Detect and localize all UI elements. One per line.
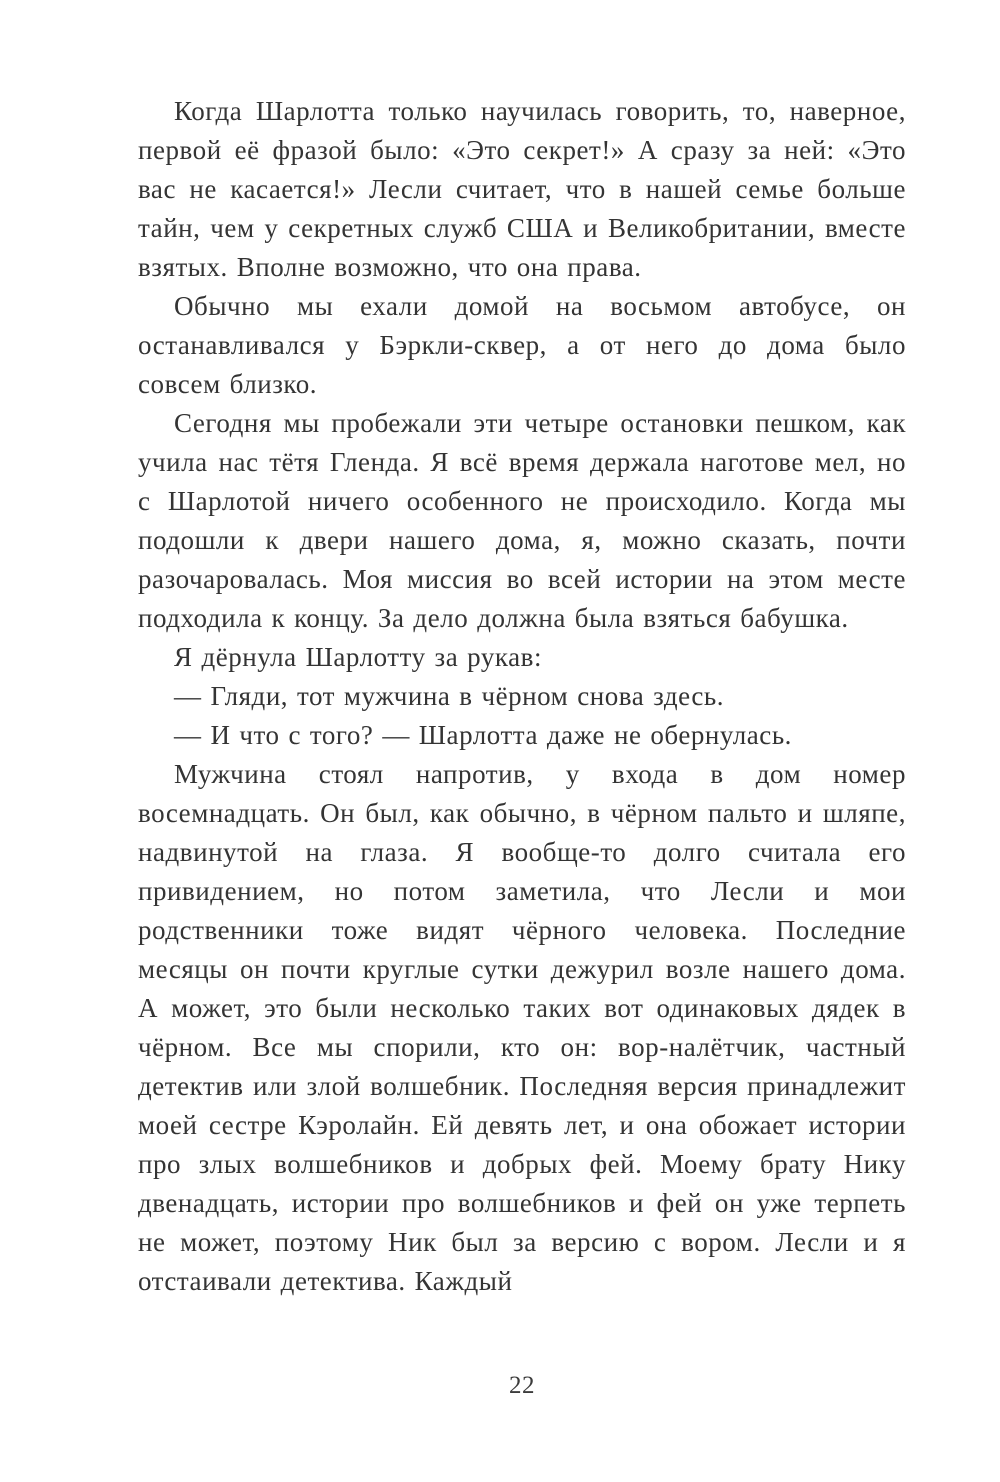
paragraph: Я дёрнула Шарлотту за рукав:	[174, 642, 543, 672]
paragraph: Сегодня мы пробежали эти четыре остановки пешком, как учила нас тётя Гленда. Я всё время держала наготове мел, но с Шарлотой ничего особенного не происходило. Когда мы подошли к двери нашего дома, я, можно сказать, почти разочаровалась. Моя миссия во всей истории на этом месте подходила к концу. За дело должна была взяться бабушка.	[138, 408, 906, 633]
paragraph: — Гляди, тот мужчина в чёрном снова здесь.	[174, 681, 724, 711]
page-text	[138, 92, 906, 1301]
paragraph: Обычно мы ехали домой на восьмом автобусе, он останавливался у Бэркли-сквер, а от него до дома было совсем близко.	[138, 291, 906, 399]
paragraph: — И что с того? — Шарлотта даже не обернулась.	[174, 720, 792, 750]
paragraph: Когда Шарлотта только научилась говорить, то, наверное, первой её фразой было: «Это секрет!» А сразу за ней: «Это вас не касается!» Лесли считает, что в нашей семье больше тайн, чем у секретных служб США и Великобритании, вместе взятых. Вполне возможно, что она права.	[138, 96, 906, 282]
paragraph: Мужчина стоял напротив, у входа в дом номер восемнадцать. Он был, как обычно, в чёрном пальто и шляпе, надвинутой на глаза. Я вообще-то долго считала его привидением, но потом заметила, что Лесли и мои родственники тоже видят чёрного человека. Последние месяцы он почти круглые сутки дежурил возле нашего дома. А может, это были несколько таких вот одинаковых дядек в чёрном. Все мы спорили, кто он: вор-налётчик, частный детектив или злой волшебник. Последняя версия принадлежит моей сестре Кэролайн. Ей девять лет, и она обожает истории про злых волшебников и добрых фей. Моему брату Нику двенадцать, истории про волшебников и фей он уже терпеть не может, поэтому Ник был за версию с вором. Лесли и я отстаивали детектива. Каждый	[138, 759, 906, 1296]
page-number: 22	[509, 1372, 535, 1399]
